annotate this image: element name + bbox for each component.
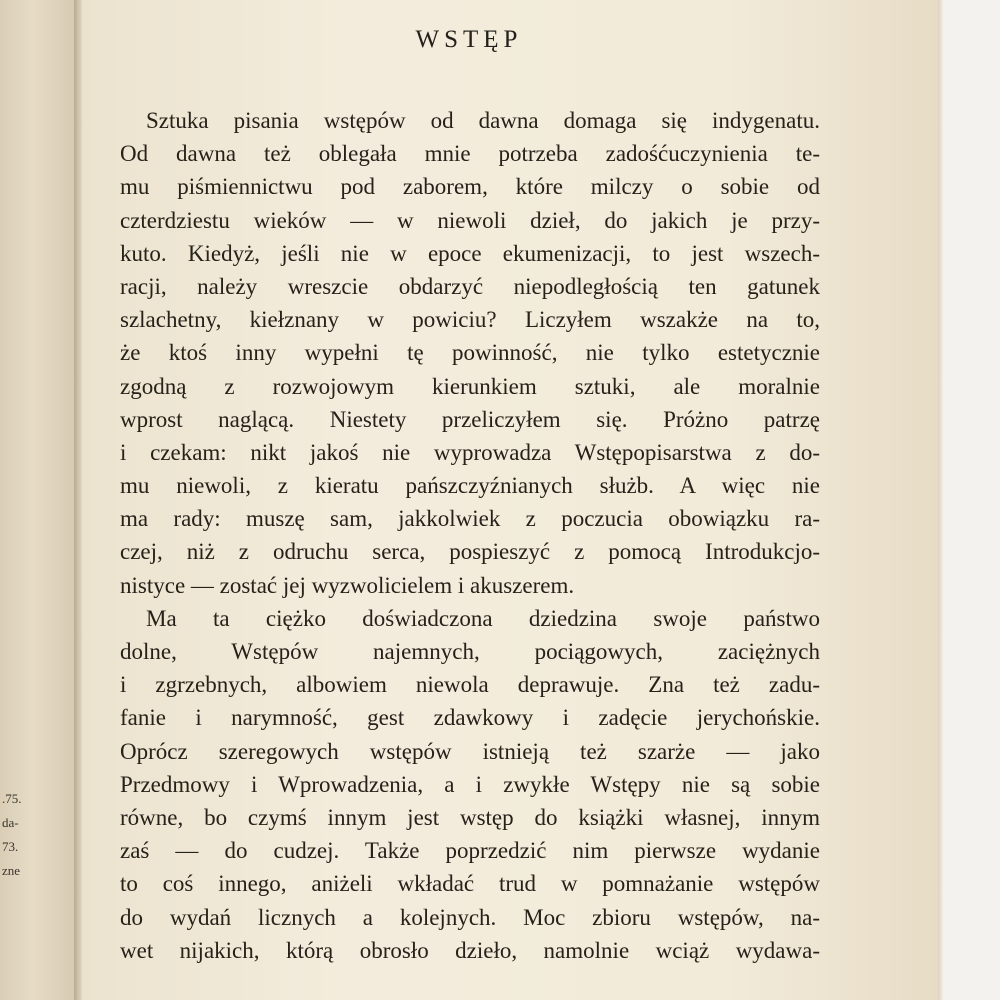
text-line: zaś — do cudzej. Także poprzedzić nim pierwsze wydanie — [120, 838, 820, 864]
text-line: szlachetny, kiełznany w powiciu? Liczyłem wszakże na to, — [120, 307, 820, 333]
margin-note: zne — [2, 863, 21, 878]
text-line: mu piśmiennictwu pod zaborem, które milczy o sobie od — [120, 174, 820, 200]
text-line: kuto. Kiedyż, jeśli nie w epoce ekumenizacji, to jest wszech- — [120, 240, 820, 266]
margin-note: da- — [2, 815, 19, 830]
text-line: do wydań licznych a kolejnych. Moc zbioru wstępów, na- — [120, 904, 820, 930]
text-line: nistyce — zostać jej wyzwolicielem i akuszerem. — [120, 572, 575, 598]
text-line: fanie i narymność, gest zdawkowy i zadęcie jerychońskie. — [120, 705, 820, 731]
text-line: ma rady: muszę sam, jakkolwiek z poczucia obowiązku ra- — [120, 506, 820, 532]
text-line: Oprócz szeregowych wstępów istnieją też szarże — jako — [120, 738, 820, 764]
margin-note: 73. — [2, 839, 19, 854]
page-edge — [938, 0, 944, 1000]
body-text — [120, 104, 820, 967]
page-title — [0, 26, 938, 54]
text-line: i zgrzebnych, albowiem niewola deprawuje. Zna też zadu- — [120, 672, 820, 698]
text-line: czej, niż z odruchu serca, pospieszyć z pomocą Introdukcjo- — [120, 539, 820, 565]
text-line: wet nijakich, którą obrosło dzieło, namolnie wciąż wydawa- — [120, 937, 820, 963]
text-line: zgodną z rozwojowym kierunkiem sztuki, ale moralnie — [120, 373, 820, 399]
text-line: równe, bo czymś innym jest wstęp do książki własnej, innym — [120, 804, 820, 830]
text-line: dolne, Wstępów najemnych, pociągowych, zaciężnych — [120, 639, 820, 664]
text-line: Od dawna też oblegała mnie potrzeba zadośćuczynienia te- — [120, 141, 820, 167]
text-line: Przedmowy i Wprowadzenia, a i zwykłe Wstępy nie są sobie — [120, 771, 820, 797]
chapter-heading: WSTĘP — [415, 26, 523, 53]
left-page-margin-notes — [2, 787, 22, 883]
text-line: Ma ta ciężko doświadczona dziedzina swoje państwo — [146, 605, 820, 631]
text-line: czterdziestu wieków — w niewoli dzieł, do jakich je przy- — [120, 207, 820, 233]
left-page — [0, 0, 78, 1000]
margin-note: .75. — [2, 791, 22, 806]
text-line: Sztuka pisania wstępów od dawna domaga się indygenatu. — [146, 108, 820, 133]
text-line: to coś innego, aniżeli wkładać trud w pomnażanie wstępów — [120, 871, 820, 897]
text-line: mu niewoli, z kieratu pańszczyźnianych służb. A więc nie — [120, 473, 820, 499]
text-line: wprost naglącą. Niestety przeliczyłem się. Próżno patrzę — [120, 406, 820, 432]
text-line: racji, należy wreszcie obdarzyć niepodległością ten gatunek — [120, 273, 820, 299]
text-line: że ktoś inny wypełni tę powinność, nie tylko estetycznie — [120, 340, 820, 366]
text-line: i czekam: nikt jakoś nie wyprowadza Wstępopisarstwa z do- — [120, 439, 820, 465]
